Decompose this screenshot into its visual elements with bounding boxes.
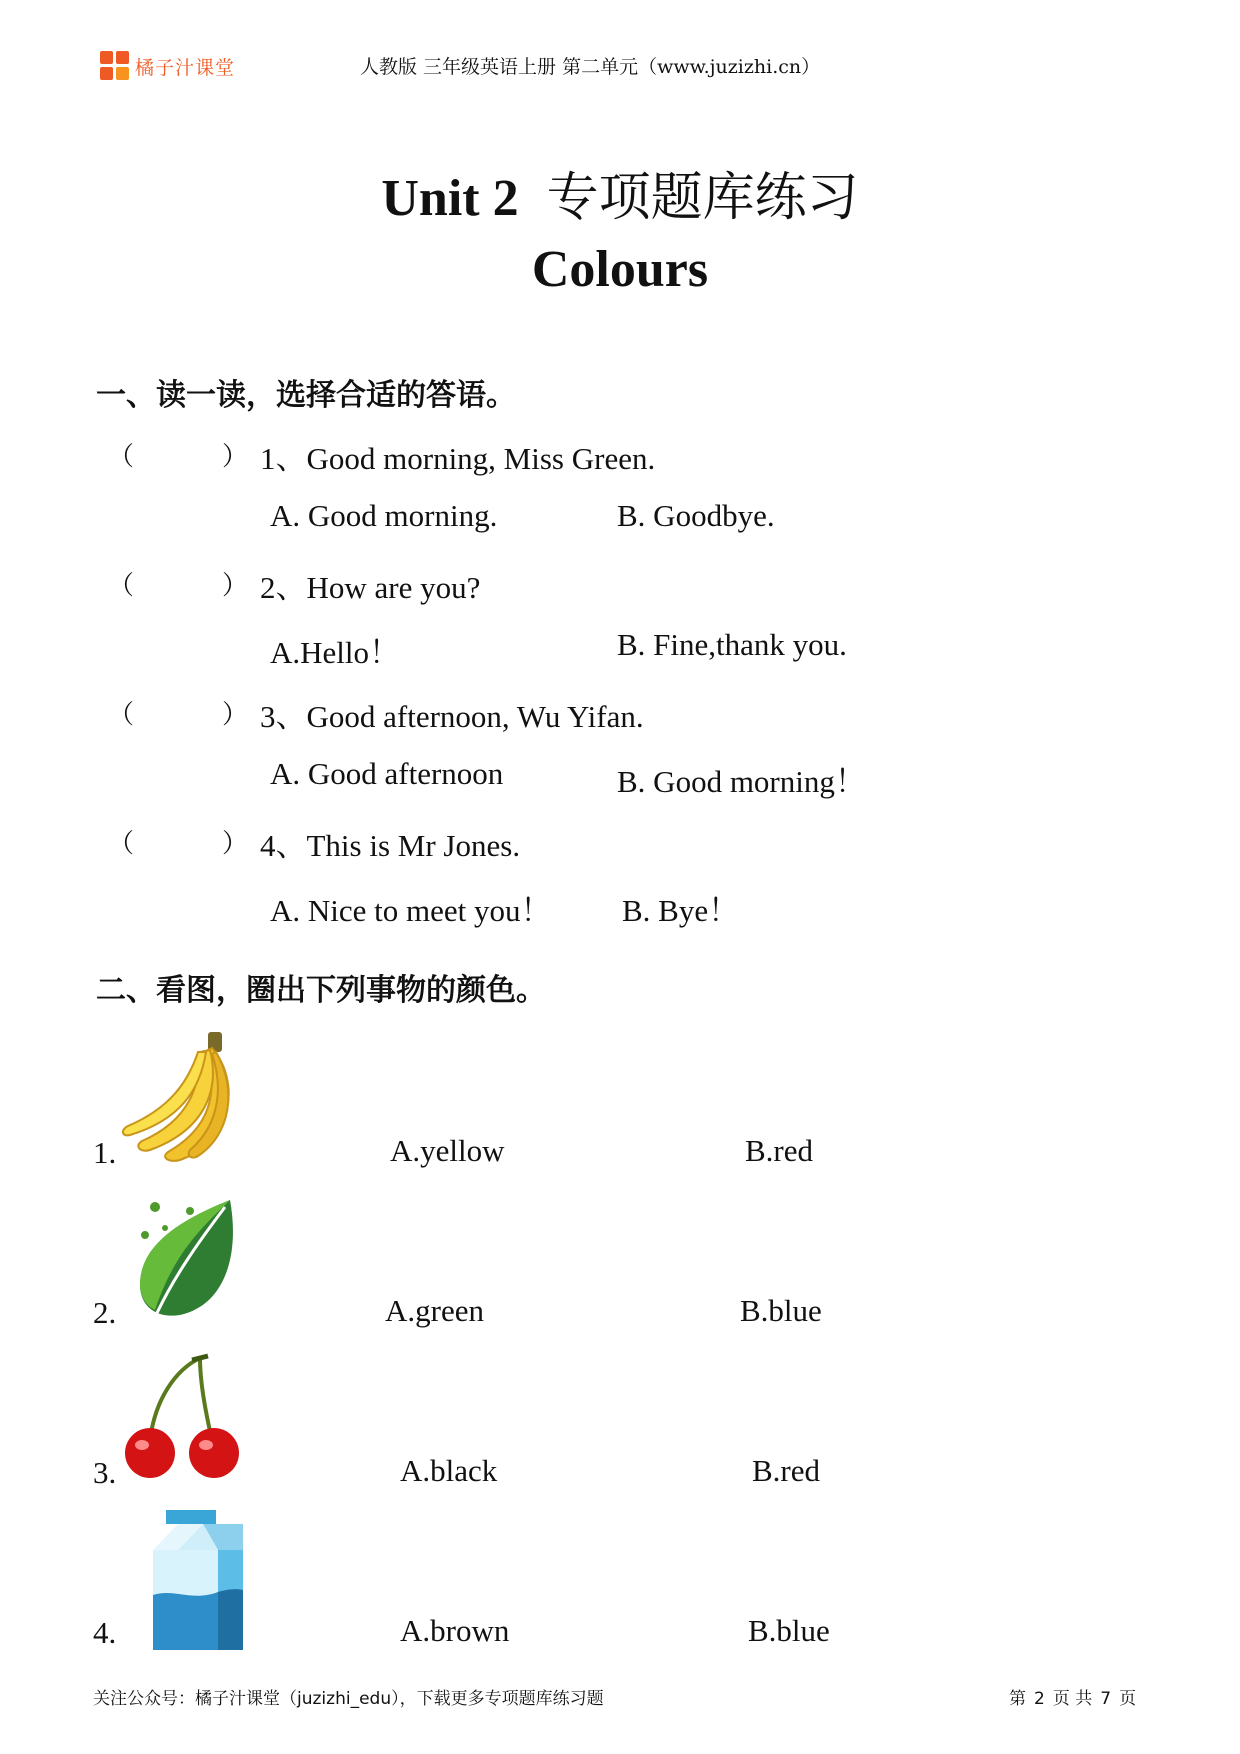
- item-1-option-b: B.red: [745, 1133, 814, 1168]
- page-current: 2: [1034, 1689, 1045, 1709]
- question-4-option-b: B. Bye！: [622, 893, 740, 928]
- topic-title: Colours: [531, 241, 709, 298]
- question-3-option-a: A. Good afternoon: [270, 756, 504, 791]
- item-3-option-b: B.red: [752, 1453, 821, 1488]
- answer-paren-close: ）: [222, 442, 249, 472]
- answer-paren-close: ）: [222, 700, 249, 730]
- answer-paren-close: ）: [222, 571, 249, 601]
- section2-heading: 二、看图，圈出下列事物的颜色。: [96, 973, 546, 1008]
- question-2-option-a: A.Hello！: [270, 635, 401, 670]
- question-1: 1、Good morning, Miss Green.: [260, 441, 656, 476]
- item-3-option-a: A.black: [400, 1453, 498, 1488]
- page-label-1: 第: [1009, 1689, 1026, 1709]
- question-2: 2、How are you?: [260, 570, 481, 605]
- page-title: [0, 155, 1240, 230]
- answer-paren-open: （: [108, 571, 135, 601]
- item-2-option-a: A.green: [385, 1293, 484, 1328]
- question-3-option-b: B. Good morning！: [617, 764, 866, 799]
- item-1-number: 1.: [93, 1135, 117, 1170]
- page-label-3: 页: [1119, 1689, 1137, 1709]
- item-1-option-a: A.yellow: [390, 1133, 505, 1168]
- answer-paren-open: （: [108, 700, 135, 730]
- section1-heading: 一、读一读，选择合适的答语。: [96, 378, 516, 413]
- footer-notice: 关注公众号：橘子汁课堂（juzizhi_edu），下载更多专项题库练习题: [93, 1689, 604, 1709]
- question-4-option-a: A. Nice to meet you！: [270, 893, 552, 928]
- answer-paren-open: （: [108, 442, 135, 472]
- item-4-number: 4.: [93, 1615, 117, 1650]
- logo-icon: [100, 51, 130, 81]
- question-1-option-b: B. Goodbye.: [617, 498, 775, 533]
- question-4: 4、This is Mr Jones.: [260, 828, 521, 863]
- item-2-option-b: B.blue: [740, 1293, 822, 1328]
- question-1-option-a: A. Good morning.: [270, 498, 498, 533]
- item-2-number: 2.: [93, 1295, 117, 1330]
- leaf-icon: [135, 1195, 245, 1320]
- answer-paren-close: ）: [222, 829, 249, 859]
- unit-label: Unit 2: [381, 170, 519, 227]
- page-total: 7: [1100, 1689, 1112, 1709]
- item-4-option-b: B.blue: [748, 1613, 830, 1648]
- page-label-2: 页 共: [1052, 1689, 1093, 1709]
- item-4-option-a: A.brown: [400, 1613, 510, 1648]
- brand-logo: [100, 50, 235, 82]
- question-2-option-b: B. Fine,thank you.: [617, 627, 847, 662]
- page-indicator: [1005, 1684, 1140, 1709]
- banana-icon: [120, 1030, 255, 1165]
- header-title: 人教版 三年级英语上册 第二单元（www.juzizhi.cn）: [360, 56, 821, 78]
- cherry-icon: [120, 1350, 250, 1480]
- milk-carton-icon: [148, 1510, 248, 1650]
- answer-paren-open: （: [108, 829, 135, 859]
- question-3: 3、Good afternoon, Wu Yifan.: [260, 699, 644, 734]
- title-subtitle: 专项题库练习: [546, 168, 859, 228]
- logo-text: 橘子汁课堂: [135, 56, 236, 79]
- item-3-number: 3.: [93, 1455, 117, 1490]
